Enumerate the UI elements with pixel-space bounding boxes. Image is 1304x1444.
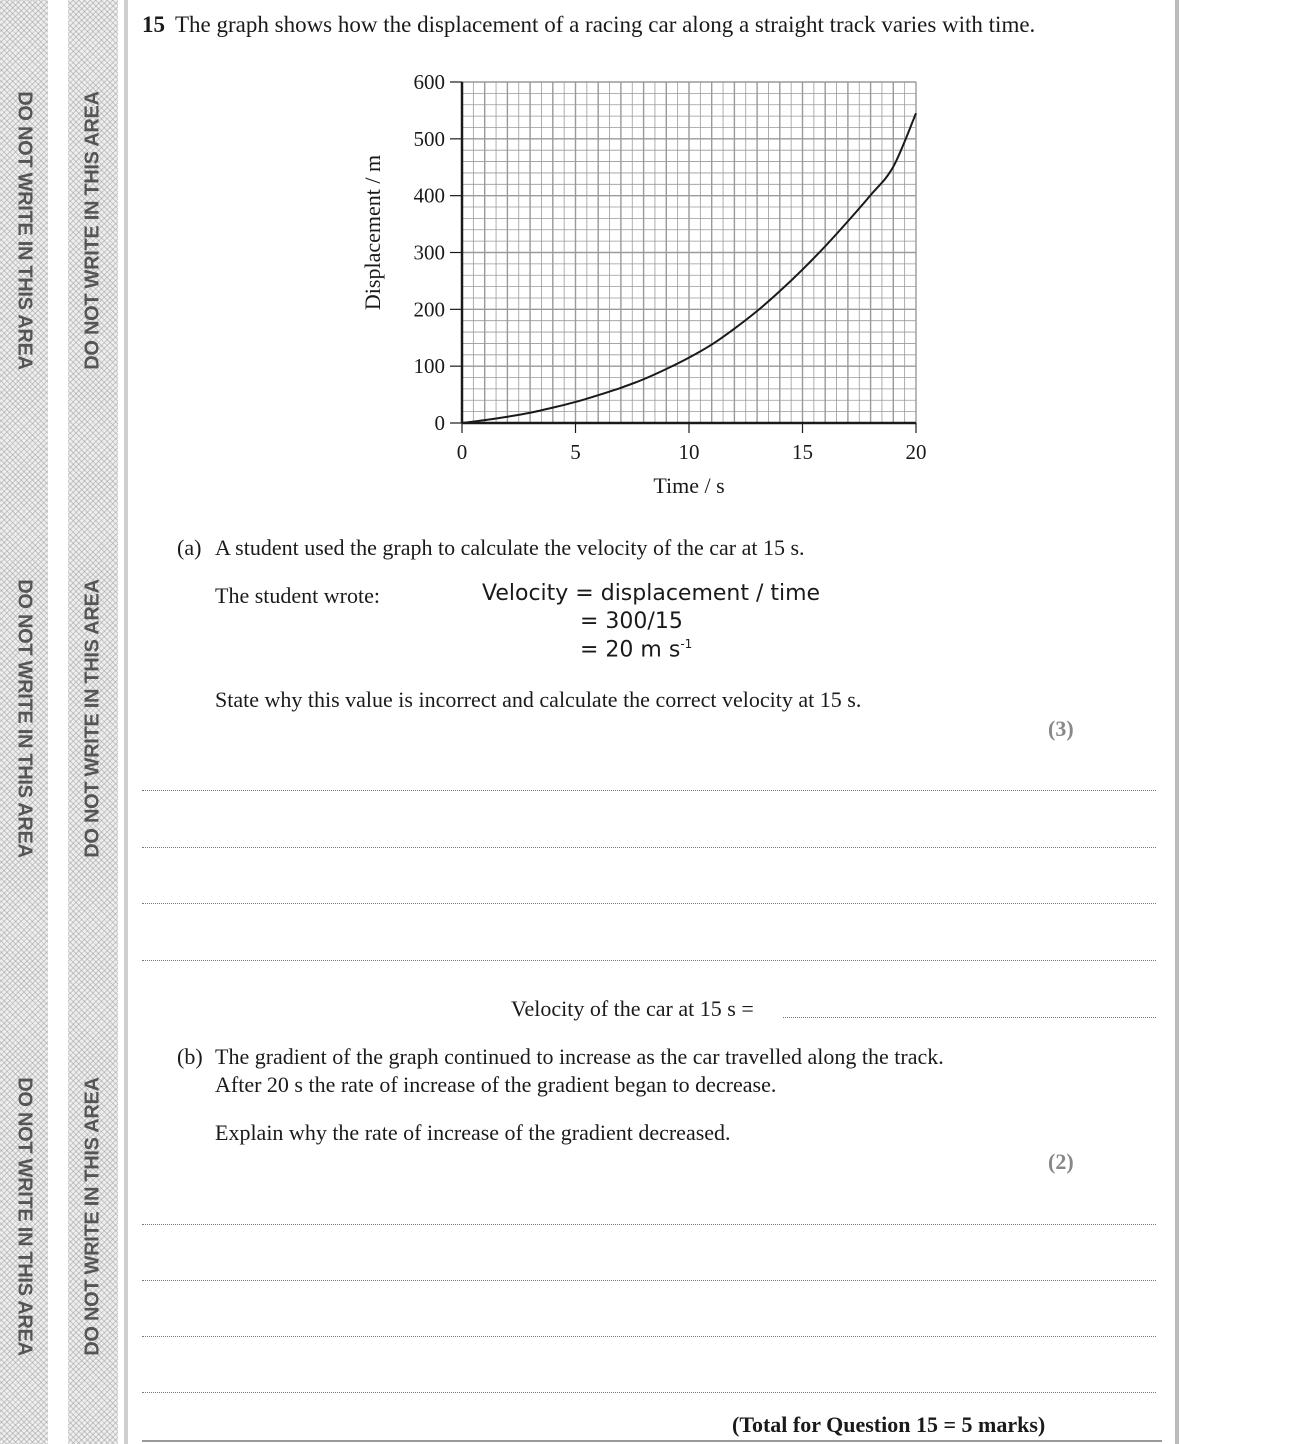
part-b-instruction: Explain why the rate of increase of the gradient decreased. xyxy=(215,1120,731,1145)
question-text: The graph shows how the displacement of a racing car along a straight track varies with time. xyxy=(175,12,1036,37)
part-a-marks: (3) xyxy=(1048,716,1074,741)
margin-warning: DO NOT WRITE IN THIS AREA xyxy=(13,1076,36,1356)
y-tick-label: 500 xyxy=(413,126,445,151)
answer-line[interactable] xyxy=(142,903,1156,904)
y-tick-label: 600 xyxy=(413,70,445,94)
y-tick-label: 100 xyxy=(413,354,445,379)
margin-warning: DO NOT WRITE IN THIS AREA xyxy=(81,90,104,370)
answer-line[interactable] xyxy=(142,847,1156,848)
x-tick-label: 15 xyxy=(792,440,813,464)
y-axis-label: Displacement / m xyxy=(360,154,385,311)
x-tick-label: 10 xyxy=(678,440,700,464)
margin-strip-outer xyxy=(0,0,48,1444)
margin-warning: DO NOT WRITE IN THIS AREA xyxy=(13,90,36,370)
page-border-left xyxy=(124,0,128,1444)
part-a-text: A student used the graph to calculate the velocity of the car at 15 s. xyxy=(215,535,805,560)
x-tick-label: 20 xyxy=(905,440,927,464)
answer-line[interactable] xyxy=(142,1224,1156,1225)
part-b-text-line-2: After 20 s the rate of increase of the gradient began to decrease. xyxy=(215,1072,777,1097)
x-tick-label: 5 xyxy=(570,440,581,464)
answer-line[interactable] xyxy=(142,1280,1156,1281)
page-border-right xyxy=(1175,0,1179,1444)
y-tick-label: 300 xyxy=(413,240,445,265)
question-total: (Total for Question 15 = 5 marks) xyxy=(732,1412,1046,1437)
part-b-text-line-1: The gradient of the graph continued to increase as the car travelled along the track. xyxy=(215,1044,944,1069)
displacement-time-graph xyxy=(350,60,950,510)
part-b-label: (b) xyxy=(177,1044,203,1069)
answer-line[interactable] xyxy=(142,790,1156,791)
answer-line[interactable] xyxy=(142,1392,1156,1393)
margin-warning: DO NOT WRITE IN THIS AREA xyxy=(81,578,104,858)
part-b-marks: (2) xyxy=(1048,1149,1074,1174)
question-number: 15 xyxy=(142,12,165,37)
velocity-answer-label: Velocity of the car at 15 s = xyxy=(511,996,754,1021)
student-working-line-1: Velocity = displacement / time xyxy=(482,581,821,606)
student-wrote-label: The student wrote: xyxy=(215,583,380,608)
x-axis-label: Time / s xyxy=(653,473,725,498)
grid-major xyxy=(462,82,916,423)
velocity-answer-field[interactable] xyxy=(783,1017,1156,1018)
margin-warning: DO NOT WRITE IN THIS AREA xyxy=(13,578,36,858)
y-tick-label: 400 xyxy=(413,183,445,208)
x-tick-label: 0 xyxy=(456,440,468,464)
student-working-line-2: = 300/15 xyxy=(580,609,683,634)
y-tick-label: 0 xyxy=(434,411,445,435)
question-header xyxy=(142,12,1035,38)
part-a-instruction: State why this value is incorrect and calculate the correct velocity at 15 s. xyxy=(215,687,862,712)
student-working-line-3: = 20 m $s^{-1}$ xyxy=(580,637,693,663)
ticks xyxy=(414,70,927,464)
answer-line[interactable] xyxy=(142,1336,1156,1337)
part-a-label: (a) xyxy=(177,535,202,560)
y-tick-label: 200 xyxy=(413,297,445,322)
answer-line[interactable] xyxy=(142,960,1156,961)
margin-strip-inner xyxy=(68,0,118,1444)
bottom-rule xyxy=(142,1440,1162,1442)
margin-warning: DO NOT WRITE IN THIS AREA xyxy=(81,1076,104,1356)
